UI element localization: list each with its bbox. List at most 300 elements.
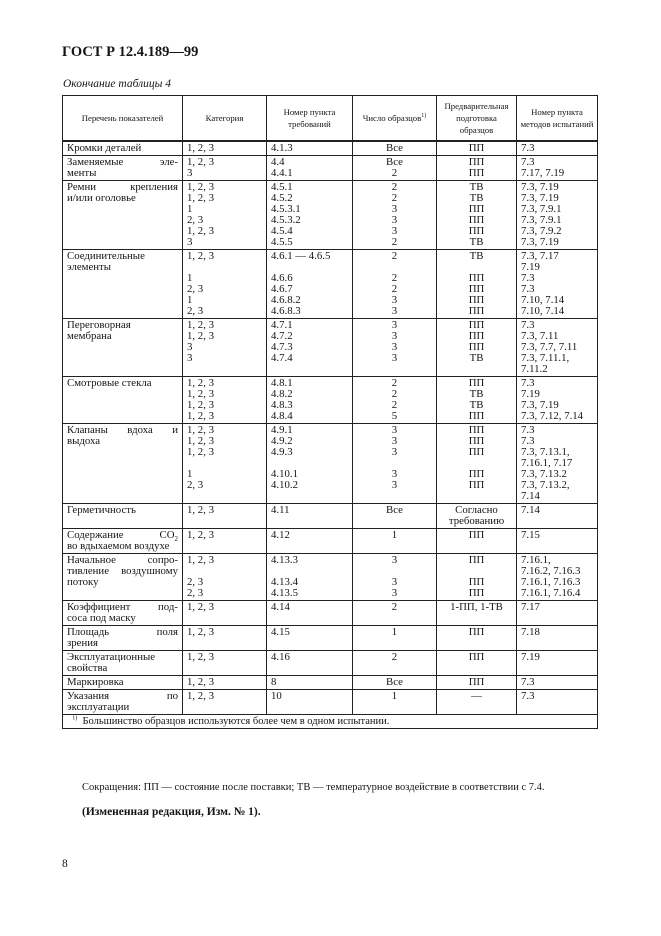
requirement-cell [267, 424, 353, 504]
sample-count-cell-line: 3 [391, 294, 398, 306]
category-cell-line: 1, 2, 3 [187, 225, 214, 237]
sample-count-cell-line: Все [386, 142, 403, 154]
column-header-indicators: Перечень показателей [63, 96, 183, 142]
preconditioning-cell-line: ПП [468, 225, 485, 237]
column-header-sample-count [353, 96, 437, 142]
test-method-cell-line: 7.3, 7.19 [521, 236, 559, 248]
preconditioning-cell-line: ПП [468, 294, 485, 306]
preconditioning-cell [437, 156, 517, 181]
preconditioning-cell-line: ПП [468, 651, 485, 663]
test-method-cell [517, 250, 598, 319]
category-cell [183, 377, 267, 424]
requirement-cell [267, 141, 353, 156]
sample-count-cell [353, 601, 437, 626]
preconditioning-cell [437, 651, 517, 676]
indicator-cell-line: во вдыхаемом воздухе [67, 540, 170, 552]
table-row [63, 504, 598, 529]
requirement-cell [267, 690, 353, 715]
requirement-cell-line: 4.4 [271, 156, 285, 168]
test-method-cell-line: 7.11.2 [521, 363, 548, 375]
table-row [63, 651, 598, 676]
requirement-cell [267, 626, 353, 651]
table-row [63, 626, 598, 651]
preconditioning-cell-line [441, 364, 512, 375]
requirement-cell-line: 4.10.2 [271, 479, 298, 491]
category-cell [183, 690, 267, 715]
table-4 [62, 95, 598, 729]
sample-count-cell-line: 2 [391, 236, 398, 248]
indicator-cell-line: Площадь поля [67, 626, 178, 638]
amendment-note: (Измененная редакция, Изм. № 1). [82, 806, 261, 818]
table-row [63, 690, 598, 715]
test-method-cell-line: 7.3 [521, 424, 535, 436]
sample-count-cell [353, 626, 437, 651]
test-method-cell-line: 7.3 [521, 377, 535, 389]
requirement-cell-line: 4.9.2 [271, 435, 293, 447]
sample-count-cell-line: 2 [391, 272, 398, 284]
requirement-cell-line: 4.10.1 [271, 468, 298, 480]
footnote-reference: 1) [421, 113, 427, 120]
test-method-cell-line: 7.3, 7.13.2, [521, 479, 570, 491]
requirement-cell [267, 250, 353, 319]
preconditioning-cell-line: ПП [468, 341, 485, 353]
sample-count-cell-line: 3 [391, 341, 398, 353]
sample-count-cell-line: 3 [391, 305, 398, 317]
preconditioning-cell-line: ПП [468, 410, 485, 422]
requirement-cell-line: 4.5.2 [271, 192, 293, 204]
preconditioning-cell [437, 601, 517, 626]
requirement-cell [267, 377, 353, 424]
indicator-cell [63, 156, 183, 181]
test-method-cell-line: 7.16.1, 7.17 [521, 457, 573, 469]
footnote-text: Большинство образцов используются более чем в одном испытании. [82, 716, 390, 727]
requirement-cell-line: 4.6.8.3 [271, 305, 301, 317]
requirement-cell-line: 4.5.4 [271, 225, 293, 237]
column-header-preconditioning: Предварительная подготовка образцов [437, 96, 517, 142]
requirement-cell-line: 10 [271, 690, 282, 702]
column-header-requirement-clause: Номер пункта требований [267, 96, 353, 142]
sample-count-cell-line: 5 [391, 410, 398, 422]
sample-count-cell-line: 3 [391, 479, 398, 491]
category-cell [183, 676, 267, 690]
indicator-cell-line: Соединительные [67, 250, 145, 262]
requirement-cell-line: 4.5.1 [271, 181, 293, 193]
sample-count-cell-line: 3 [391, 587, 398, 599]
category-cell-line: 3 [187, 352, 193, 364]
category-cell-line: 2, 3 [187, 479, 204, 491]
test-method-cell-line: 7.19 [521, 388, 540, 400]
category-cell [183, 319, 267, 377]
category-cell-line: 1, 2, 3 [187, 504, 214, 516]
sample-count-cell-line: 2 [391, 192, 398, 204]
preconditioning-cell-line [441, 491, 512, 502]
category-cell-line: 1, 2, 3 [187, 377, 214, 389]
requirement-cell-line: 4.11 [271, 504, 290, 516]
category-cell [183, 141, 267, 156]
sample-count-cell [353, 319, 437, 377]
test-method-cell-line: 7.15 [521, 529, 540, 541]
category-cell-line: 1, 2, 3 [187, 142, 214, 154]
category-cell-line [187, 262, 262, 273]
requirement-cell-line [271, 491, 348, 502]
requirement-cell-line: 4.6.1 — 4.6.5 [271, 250, 331, 262]
preconditioning-cell-line: ПП [468, 214, 485, 226]
indicator-cell-line: Смотровые стекла [67, 377, 152, 389]
preconditioning-cell-line: — [471, 690, 482, 702]
preconditioning-cell-line: ПП [468, 377, 485, 389]
requirement-cell [267, 529, 353, 554]
indicator-cell-line: Начальное сопро- [67, 554, 178, 566]
preconditioning-cell [437, 676, 517, 690]
test-method-cell-line: 7.14 [521, 490, 540, 502]
preconditioning-cell-line: ПП [468, 468, 485, 480]
test-method-cell-line: 7.3, 7.19 [521, 181, 559, 193]
category-cell [183, 651, 267, 676]
requirement-cell [267, 676, 353, 690]
test-method-cell-line: 7.3 [521, 435, 535, 447]
preconditioning-cell-line: ПП [468, 554, 485, 566]
sample-count-cell-line: 3 [391, 435, 398, 447]
indicator-cell-line: Заменяемые эле- [67, 156, 178, 168]
indicator-cell [63, 529, 183, 554]
sample-count-cell [353, 676, 437, 690]
category-cell-line: 1, 2, 3 [187, 319, 214, 331]
test-method-cell-line: 7.3 [521, 690, 535, 702]
sample-count-cell [353, 529, 437, 554]
test-method-cell-line: 7.3, 7.11.1, [521, 352, 570, 364]
sample-count-cell [353, 141, 437, 156]
test-method-cell-line: 7.3, 7.17 [521, 250, 559, 262]
category-cell-line: 1, 2, 3 [187, 651, 214, 663]
preconditioning-cell-line: ПП [468, 272, 485, 284]
test-method-cell-line: 7.3, 7.13.1, [521, 446, 570, 458]
test-method-cell-line: 7.3 [521, 283, 535, 295]
preconditioning-cell-line: ТВ [469, 388, 484, 400]
test-method-cell [517, 141, 598, 156]
sample-count-cell-line [357, 491, 432, 502]
test-method-cell [517, 690, 598, 715]
preconditioning-cell-line: ПП [468, 142, 485, 154]
category-cell-line: 1, 2, 3 [187, 250, 214, 262]
indicator-cell [63, 601, 183, 626]
category-cell-line [187, 364, 262, 375]
indicator-cell [63, 676, 183, 690]
requirement-cell-line: 4.4.1 [271, 167, 293, 179]
footnote-mark: 1) [72, 715, 78, 722]
preconditioning-cell [437, 626, 517, 651]
category-cell-line: 1, 2, 3 [187, 410, 214, 422]
indicator-cell [63, 319, 183, 377]
indicator-cell-line: Переговорная [67, 319, 131, 331]
sample-count-cell [353, 250, 437, 319]
test-method-cell-line: 7.3, 7.13.2 [521, 468, 567, 480]
category-cell-line: 1, 2, 3 [187, 690, 214, 702]
requirement-cell [267, 504, 353, 529]
test-method-cell-line: 7.3, 7.19 [521, 399, 559, 411]
category-cell-line: 1, 2, 3 [187, 388, 214, 400]
document-header: ГОСТ Р 12.4.189—99 [62, 44, 199, 60]
test-method-cell [517, 377, 598, 424]
test-method-cell-line: 7.3, 7.9.1 [521, 203, 562, 215]
requirement-cell [267, 651, 353, 676]
column-header-test-method-clause: Номер пункта методов испытаний [517, 96, 598, 142]
preconditioning-cell-line: ТВ [469, 399, 484, 411]
category-cell-line: 1, 2, 3 [187, 601, 214, 613]
indicator-cell-line: соса под маску [67, 612, 136, 624]
indicator-cell [63, 504, 183, 529]
requirement-cell-line: 4.8.1 [271, 377, 293, 389]
sample-count-cell-line: 2 [391, 283, 398, 295]
preconditioning-cell-line: ПП [468, 330, 485, 342]
preconditioning-cell-line: ТВ [469, 250, 484, 262]
requirement-cell-line: 4.6.7 [271, 283, 293, 295]
preconditioning-cell-line: ТВ [469, 352, 484, 364]
test-method-cell [517, 601, 598, 626]
table-row [63, 181, 598, 250]
preconditioning-cell-line: ТВ [469, 181, 484, 193]
table-row [63, 676, 598, 690]
requirement-cell-line: 4.6.8.2 [271, 294, 301, 306]
test-method-cell [517, 529, 598, 554]
preconditioning-cell-line: ТВ [469, 236, 484, 248]
indicator-cell [63, 651, 183, 676]
indicator-cell-line: Указания по [67, 690, 178, 702]
preconditioning-cell [437, 181, 517, 250]
indicator-cell [63, 181, 183, 250]
test-method-cell-line: 7.16.1, 7.16.3 [521, 576, 581, 588]
sample-count-cell-line: 3 [391, 203, 398, 215]
requirement-cell-line: 8 [271, 676, 277, 688]
test-method-cell [517, 504, 598, 529]
requirement-cell [267, 156, 353, 181]
column-header-category: Категория [183, 96, 267, 142]
table-row [63, 554, 598, 601]
indicator-cell-line: тивление воздушному [67, 565, 178, 577]
indicator-cell-line: элементы [67, 261, 111, 273]
preconditioning-cell-line: ПП [468, 529, 485, 541]
sample-count-cell-line: 3 [391, 424, 398, 436]
sample-count-cell [353, 504, 437, 529]
sample-count-cell [353, 181, 437, 250]
category-cell [183, 156, 267, 181]
category-cell-line [187, 491, 262, 502]
footnote-cell [63, 715, 598, 729]
category-cell-line: 1, 2, 3 [187, 330, 214, 342]
preconditioning-cell-line: ПП [468, 479, 485, 491]
table-body [63, 141, 598, 715]
sample-count-cell-line: Все [386, 676, 403, 688]
indicator-cell-line: Содержание $CO_2$ [67, 529, 178, 544]
requirement-cell-line: 4.9.3 [271, 446, 293, 458]
test-method-cell-line: 7.3, 7.12, 7.14 [521, 410, 584, 422]
indicator-cell-line: Кромки деталей [67, 142, 142, 154]
requirement-cell-line: 4.7.4 [271, 352, 293, 364]
sample-count-cell [353, 156, 437, 181]
sample-count-cell-line: 3 [391, 330, 398, 342]
table-row [63, 156, 598, 181]
sample-count-cell [353, 651, 437, 676]
indicator-cell-line: Клапаны вдоха и [67, 424, 178, 436]
test-method-cell-line: 7.3, 7.19 [521, 192, 559, 204]
category-cell-line: 2, 3 [187, 587, 204, 599]
sample-count-cell-line: 3 [391, 225, 398, 237]
test-method-cell-line: 7.16.2, 7.16.3 [521, 565, 581, 577]
table-row [63, 377, 598, 424]
test-method-cell-line: 7.16.1, [521, 554, 551, 566]
category-cell-line: 1 [187, 203, 193, 215]
sample-count-cell [353, 377, 437, 424]
indicator-cell [63, 554, 183, 601]
requirement-cell-line: 4.5.3.2 [271, 214, 301, 226]
requirement-cell-line: 4.1.3 [271, 142, 293, 154]
table-row [63, 529, 598, 554]
indicator-cell-line: Эксплуатационные [67, 651, 156, 663]
preconditioning-cell-line: ПП [468, 305, 485, 317]
test-method-cell-line: 7.10, 7.14 [521, 294, 565, 306]
category-cell-line: 1, 2, 3 [187, 626, 214, 638]
preconditioning-cell-line: ПП [468, 203, 485, 215]
test-method-cell-line: 7.3, 7.7, 7.11 [521, 341, 578, 353]
requirement-cell-line: 4.8.4 [271, 410, 293, 422]
sample-count-cell-line: 3 [391, 554, 398, 566]
category-cell-line: 1, 2, 3 [187, 529, 214, 541]
category-cell-line: 2, 3 [187, 214, 204, 226]
preconditioning-cell [437, 424, 517, 504]
requirement-cell [267, 601, 353, 626]
table-row [63, 250, 598, 319]
requirement-cell-line: 4.7.2 [271, 330, 293, 342]
preconditioning-cell [437, 377, 517, 424]
requirement-cell-line: 4.16 [271, 651, 290, 663]
indicator-cell-line: зрения [67, 637, 98, 649]
page-number: 8 [62, 858, 68, 870]
category-cell-line: 1, 2, 3 [187, 424, 214, 436]
requirement-cell [267, 181, 353, 250]
requirement-cell-line: 4.9.1 [271, 424, 293, 436]
preconditioning-cell [437, 141, 517, 156]
preconditioning-cell-line: Согласно [455, 504, 498, 516]
indicator-cell-line: эксплуатации [67, 701, 130, 713]
requirement-cell-line [271, 364, 348, 375]
category-cell-line: 1 [187, 468, 193, 480]
category-cell [183, 601, 267, 626]
test-method-cell [517, 319, 598, 377]
requirement-cell-line: 4.7.3 [271, 341, 293, 353]
preconditioning-cell [437, 319, 517, 377]
category-cell-line: 1, 2, 3 [187, 156, 214, 168]
indicator-cell [63, 377, 183, 424]
test-method-cell [517, 676, 598, 690]
category-cell [183, 529, 267, 554]
indicator-cell-line: свойства [67, 662, 108, 674]
test-method-cell-line: 7.17 [521, 601, 540, 613]
category-cell [183, 424, 267, 504]
test-method-cell-line: 7.18 [521, 626, 540, 638]
requirement-cell-line: 4.5.5 [271, 236, 293, 248]
requirement-cell [267, 554, 353, 601]
preconditioning-cell [437, 690, 517, 715]
indicator-cell-line: Ремни крепления [67, 181, 178, 193]
preconditioning-cell [437, 504, 517, 529]
sample-count-cell-line: 1 [391, 626, 398, 638]
sample-count-cell-line: 3 [391, 446, 398, 458]
sample-count-cell-line [357, 364, 432, 375]
sample-count-cell-line: 3 [391, 468, 398, 480]
test-method-cell-line: 7.3 [521, 272, 535, 284]
test-method-cell-line: 7.10, 7.14 [521, 305, 565, 317]
requirement-cell-line: 4.13.3 [271, 554, 298, 566]
sample-count-cell-line: 3 [391, 319, 398, 331]
category-cell [183, 504, 267, 529]
preconditioning-cell-line: ПП [468, 167, 485, 179]
sample-count-cell-line: 2 [391, 167, 398, 179]
sample-count-cell-line: 2 [391, 388, 398, 400]
sample-count-cell-line: Все [386, 156, 403, 168]
indicator-cell-line: выдоха [67, 435, 101, 447]
requirement-cell-line: 4.8.3 [271, 399, 293, 411]
requirement-cell-line: 4.6.6 [271, 272, 293, 284]
preconditioning-cell-line: ПП [468, 576, 485, 588]
category-cell-line: 1, 2, 3 [187, 676, 214, 688]
table-row [63, 319, 598, 377]
category-cell-line: 1, 2, 3 [187, 554, 214, 566]
indicator-cell [63, 141, 183, 156]
requirement-cell-line: 4.13.4 [271, 576, 298, 588]
preconditioning-cell-line: требованию [448, 515, 505, 527]
sample-count-cell-line: 3 [391, 576, 398, 588]
table-row [63, 601, 598, 626]
sample-count-cell-line: 1 [391, 690, 398, 702]
preconditioning-cell-line: ПП [468, 676, 485, 688]
indicator-cell-line: Герметичность [67, 504, 136, 516]
test-method-cell-line: 7.3 [521, 142, 535, 154]
sample-count-cell-line: 3 [391, 214, 398, 226]
sample-count-cell-line: 2 [391, 399, 398, 411]
sample-count-cell-line: Все [386, 504, 403, 516]
test-method-cell-line: 7.19 [521, 651, 540, 663]
test-method-cell-line: 7.14 [521, 504, 540, 516]
category-cell [183, 250, 267, 319]
requirement-cell-line: 4.7.1 [271, 319, 293, 331]
category-cell-line [187, 458, 262, 469]
category-cell-line: 3 [187, 167, 193, 179]
sample-count-cell-line: 2 [391, 601, 398, 613]
sample-count-cell-line: 1 [391, 529, 398, 541]
test-method-cell-line: 7.3 [521, 676, 535, 688]
category-cell-line: 1 [187, 272, 193, 284]
indicator-cell [63, 626, 183, 651]
indicator-cell [63, 690, 183, 715]
category-cell-line: 2, 3 [187, 576, 204, 588]
table-row [63, 141, 598, 156]
test-method-cell [517, 181, 598, 250]
test-method-cell [517, 554, 598, 601]
indicator-cell-line: менты [67, 167, 97, 179]
requirement-cell-line: 4.15 [271, 626, 290, 638]
test-method-cell [517, 156, 598, 181]
test-method-cell-line: 7.17, 7.19 [521, 167, 565, 179]
preconditioning-cell-line: ПП [468, 319, 485, 331]
category-cell-line: 2, 3 [187, 283, 204, 295]
preconditioning-cell-line: ПП [468, 435, 485, 447]
footnote-row [63, 715, 598, 729]
sample-count-cell-line: 2 [391, 250, 398, 262]
table-row [63, 424, 598, 504]
sample-count-cell [353, 424, 437, 504]
sample-count-cell-line: 2 [391, 181, 398, 193]
preconditioning-cell-line: ПП [468, 446, 485, 458]
test-method-cell-line: 7.16.1, 7.16.4 [521, 587, 581, 599]
